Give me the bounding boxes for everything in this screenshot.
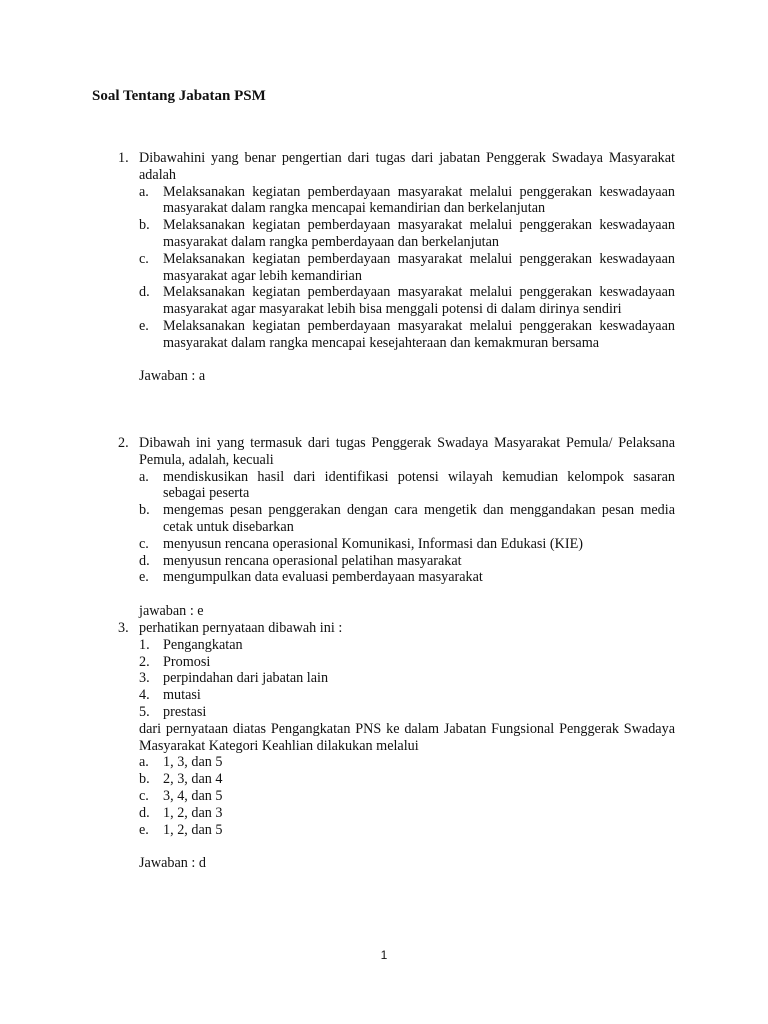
option-label: d. [139, 804, 150, 821]
option-a [139, 754, 675, 771]
question-followup: dari pernyataan diatas Pengangkatan PNS ke dalam Jabatan Fungsional Penggerak Swadaya Masyarakat Kategori Keahlian dilakukan melalui [139, 720, 675, 754]
option-text: Melaksanakan kegiatan pemberdayaan masyarakat melalui penggerakan keswadayaan masyarakat agar masyarakat lebih bisa menggali potensi di dalam dirinya sendiri [163, 284, 675, 318]
option-d [139, 805, 675, 822]
answer-line: jawaban : e [139, 602, 204, 619]
statement-text: prestasi [163, 703, 207, 720]
option-a [139, 184, 675, 218]
option-e [139, 318, 675, 352]
question-text: Dibawah ini yang termasuk dari tugas Penggerak Swadaya Masyarakat Pemula/ Pelaksana Pemula, adalah, kecuali [139, 435, 675, 468]
option-text: 1, 2, dan 3 [163, 804, 223, 821]
statement-text: Pengangkatan [163, 636, 243, 653]
option-label: b. [139, 771, 150, 788]
statement-text: mutasi [163, 687, 201, 704]
statement-text: perpindahan dari jabatan lain [163, 670, 329, 687]
option-b [139, 502, 675, 536]
option-b [139, 771, 675, 788]
option-b [139, 217, 675, 251]
answer-line: Jawaban : a [139, 368, 206, 385]
option-text: menyusun rencana operasional pelatihan masyarakat [163, 552, 462, 569]
option-d [139, 553, 675, 570]
statement-text: Promosi [163, 653, 211, 670]
option-a [139, 469, 675, 503]
question-number: 1. [118, 150, 129, 166]
option-c [139, 251, 675, 285]
statement-label: 4. [139, 687, 150, 704]
document-title: Soal Tentang Jabatan PSM [92, 88, 266, 104]
statement-label: 3. [139, 670, 150, 687]
option-text: 3, 4, dan 5 [163, 787, 223, 804]
statement-label: 5. [139, 703, 150, 720]
option-text: mengemas pesan penggerakan dengan cara mengetik dan menggandakan pesan media cetak untuk disebarkan [163, 502, 675, 535]
question-2 [118, 435, 675, 620]
option-text: 2, 3, dan 4 [163, 771, 223, 788]
statement-item [139, 670, 675, 687]
option-text: menyusun rencana operasional Komunikasi, Informasi dan Edukasi (KIE) [163, 535, 583, 552]
option-list [139, 754, 675, 838]
option-e [139, 822, 675, 839]
option-label: d. [139, 552, 150, 569]
question-number: 2. [118, 435, 129, 451]
question-1 [118, 150, 675, 385]
option-text: 1, 2, dan 5 [163, 821, 223, 838]
option-label: a. [139, 754, 149, 771]
option-label: e. [139, 821, 149, 838]
option-label: c. [139, 250, 149, 267]
option-c [139, 788, 675, 805]
option-label: b. [139, 217, 150, 234]
answer-line: Jawaban : d [139, 855, 206, 872]
statement-item [139, 687, 675, 704]
option-label: e. [139, 569, 149, 586]
option-label: c. [139, 787, 149, 804]
page-number: 1 [380, 948, 388, 962]
question-text: perhatikan pernyataan dibawah ini : [139, 620, 343, 636]
option-label: a. [139, 183, 149, 200]
statement-item [139, 654, 675, 671]
option-c [139, 536, 675, 553]
question-3 [118, 620, 675, 872]
option-text: mengumpulkan data evaluasi pemberdayaan masyarakat [163, 569, 483, 586]
option-list [139, 469, 675, 587]
option-label: a. [139, 468, 149, 485]
option-text: 1, 3, dan 5 [163, 754, 223, 771]
question-text: Dibawahini yang benar pengertian dari tugas dari jabatan Penggerak Swadaya Masyarakat adalah [139, 150, 675, 183]
option-label: d. [139, 284, 150, 301]
option-label: c. [139, 535, 149, 552]
option-text: Melaksanakan kegiatan pemberdayaan masyarakat melalui penggerakan keswadayaan masyarakat agar lebih kemandirian [163, 250, 675, 284]
statement-item [139, 704, 675, 721]
statement-label: 1. [139, 636, 150, 653]
statement-label: 2. [139, 653, 150, 670]
option-text: Melaksanakan kegiatan pemberdayaan masyarakat melalui penggerakan keswadayaan masyarakat dalam rangka pemberdayaan dan berkelanjutan [163, 217, 675, 250]
option-label: e. [139, 317, 149, 334]
option-list [139, 184, 675, 352]
option-text: mendiskusikan hasil dari identifikasi potensi wilayah kemudian kelompok sasaran sebagai peserta [163, 468, 675, 502]
question-number: 3. [118, 620, 129, 636]
statement-list [139, 637, 675, 721]
statement-item [139, 637, 675, 654]
option-text: Melaksanakan kegiatan pemberdayaan masyarakat melalui penggerakan keswadayaan masyarakat dalam rangka mencapai kesejahteraan dan kemakmuran bersama [163, 317, 675, 351]
option-label: b. [139, 502, 150, 519]
option-text: Melaksanakan kegiatan pemberdayaan masyarakat melalui penggerakan keswadayaan masyarakat dalam rangka mencapai kemandirian dan berkelanjutan [163, 183, 675, 217]
option-d [139, 284, 675, 318]
option-e [139, 569, 675, 586]
